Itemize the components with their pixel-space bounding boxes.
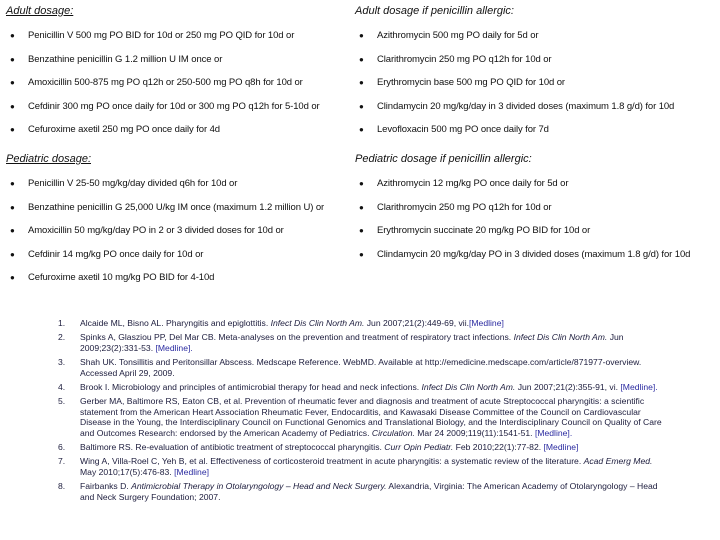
adult-dosage-list (6, 24, 351, 142)
list-item: ● Amoxicillin 500-875 mg PO q12h or 250-500 mg PO q8h for 10d or (6, 71, 351, 95)
list-item: ● Clindamycin 20 mg/kg/day PO in 3 divided doses (maximum 1.8 g/d) for 10d (355, 243, 715, 267)
medline-link[interactable]: [Medline] (469, 318, 504, 328)
bullet-icon: ● (10, 179, 15, 188)
list-item: ● Benzathine penicillin G 1.2 million U IM once or (6, 48, 351, 72)
list-item: ● Penicillin V 25-50 mg/kg/day divided q6h for 10d or (6, 172, 351, 196)
list-item: ● Penicillin V 500 mg PO BID for 10d or 250 mg PO QID for 10d or (6, 24, 351, 48)
medline-link[interactable]: [Medline]. (534, 427, 573, 438)
pediatric-allergic-section (355, 152, 715, 266)
bullet-icon: ● (10, 101, 15, 111)
list-item: ● Cefuroxime axetil 250 mg PO once daily for 4d (6, 118, 351, 142)
list-item: ● Cefuroxime axetil 10 mg/kg PO BID for 4-10d (6, 266, 351, 290)
adult-dosage-heading: Adult dosage: (6, 5, 74, 17)
list-item: ● Clarithromycin 250 mg PO q12h for 10d or (355, 48, 715, 72)
reference-item: 7. Wing A, Villa-Roel C, Yeh B, et al. Effectiveness of corticosteroid treatment in acute pharyngitis: a systematic review of the literature. Acad Emerg Med. May 2010;17(5):476-83. [Medline] (58, 456, 653, 477)
pediatric-allergic-heading: Pediatric dosage if penicillin allergic: (355, 153, 532, 165)
list-item: ● Amoxicillin 50 mg/kg/day PO in 2 or 3 divided doses for 10d or (6, 219, 351, 243)
bullet-icon: ● (359, 249, 364, 259)
bullet-icon: ● (10, 78, 15, 87)
list-item: ● Erythromycin succinate 20 mg/kg PO BID for 10d or (355, 219, 715, 243)
bullet-icon: ● (359, 101, 364, 111)
list-item: ● Levofloxacin 500 mg PO once daily for 7d (355, 118, 715, 142)
list-item: ● Clarithromycin 250 mg PO q12h for 10d or (355, 196, 715, 220)
list-item: ● Cefdinir 300 mg PO once daily for 10d or 300 mg PO q12h for 5-10d or (6, 95, 351, 119)
list-item: ● Cefdinir 14 mg/kg PO once daily for 10d or (6, 243, 351, 267)
adult-dosage-section (6, 4, 351, 142)
bullet-icon: ● (359, 78, 364, 87)
bullet-icon: ● (359, 125, 364, 134)
bullet-icon: ● (10, 54, 15, 64)
reference-item: 3. Shah UK. Tonsillitis and Peritonsillar Abscess. Medscape Reference. WebMD. Available at http://emedicine.medscape.com/article/871977-overview. Accessed April 29, 2009. (58, 357, 642, 378)
bullet-icon: ● (10, 249, 15, 259)
adult-allergic-list (355, 24, 715, 142)
medline-link[interactable]: [Medline]. (155, 342, 193, 353)
bullet-icon: ● (359, 179, 364, 188)
bullet-icon: ● (10, 226, 15, 235)
pediatric-dosage-list (6, 172, 351, 290)
bullet-icon: ● (10, 125, 15, 134)
pediatric-dosage-section (6, 152, 351, 290)
adult-allergic-section (355, 4, 715, 142)
pediatric-dosage-heading: Pediatric dosage: (6, 153, 91, 165)
reference-item: 6. Baltimore RS. Re-evaluation of antibiotic treatment of streptococcal pharyngitis. Curr Opin Pediatr. Feb 2010;22(1):77-82. [Medline] (58, 442, 579, 453)
bullet-icon: ● (10, 31, 15, 40)
list-item: ● Azithromycin 500 mg PO daily for 5d or (355, 24, 715, 48)
medline-link[interactable]: [Medline]. (620, 382, 658, 393)
medline-link[interactable]: [Medline] (543, 442, 579, 453)
reference-item: 2. Spinks A, Glasziou PP, Del Mar CB. Meta-analyses on the prevention and treatment of respiratory tract infections. Infect Dis Clin North Am. Jun 2009;23(2):331-53. [Medline]. (58, 332, 624, 353)
bullet-icon: ● (359, 31, 364, 40)
bullet-icon: ● (10, 202, 15, 212)
adult-allergic-heading: Adult dosage if penicillin allergic: (355, 5, 514, 17)
bullet-icon: ● (359, 202, 364, 212)
reference-item: 8. Fairbanks D. Antimicrobial Therapy in Otolaryngology – Head and Neck Surgery. Alexandria, Virginia: The American Academy of Otolaryngology – Head and Neck Surgery Foundation; 2007. (58, 481, 658, 502)
list-item: ● Clindamycin 20 mg/kg/day in 3 divided doses (maximum 1.8 g/d) for 10d (355, 95, 715, 119)
bullet-icon: ● (10, 273, 15, 282)
list-item: ● Erythromycin base 500 mg PO QID for 10d or (355, 71, 715, 95)
list-item: ● Benzathine penicillin G 25,000 U/kg IM once (maximum 1.2 million U) or (6, 196, 351, 220)
pediatric-allergic-list (355, 172, 715, 266)
reference-item: 5. Gerber MA, Baltimore RS, Eaton CB, et al. Prevention of rheumatic fever and diagnosis and treatment of acute Streptococcal pharyngitis: a scientific statement from the American Heart Association Rheumatic Fever, Endocarditis, and Kawasaki Disease Committee of the Council on Cardiovascular Disease in the Young, the Interdisciplinary Council on Functional Genomics and Translational Biology, and the Interdisciplinary Council on Quality of Care and Outcomes Research: endorsed by the American Academy of Pediatrics. Circulation. Mar 24 2009;119(11):1541-51. [Medline]. (58, 396, 662, 438)
reference-item: 4. Brook I. Microbiology and principles of antimicrobial therapy for head and neck infections. Infect Dis Clin North Am. Jun 2007;21(2):355-91, vi. [Medline]. (58, 382, 658, 393)
bullet-icon: ● (359, 54, 364, 64)
medline-link[interactable]: [Medline] (174, 466, 209, 477)
bullet-icon: ● (359, 226, 364, 235)
reference-list (50, 318, 670, 506)
reference-item: 1. Alcaide ML, Bisno AL. Pharyngitis and epiglottitis. Infect Dis Clin North Am. Jun 2007;21(2):449-69, vii.[Medline] (58, 318, 504, 328)
list-item: ● Azithromycin 12 mg/kg PO once daily for 5d or (355, 172, 715, 196)
